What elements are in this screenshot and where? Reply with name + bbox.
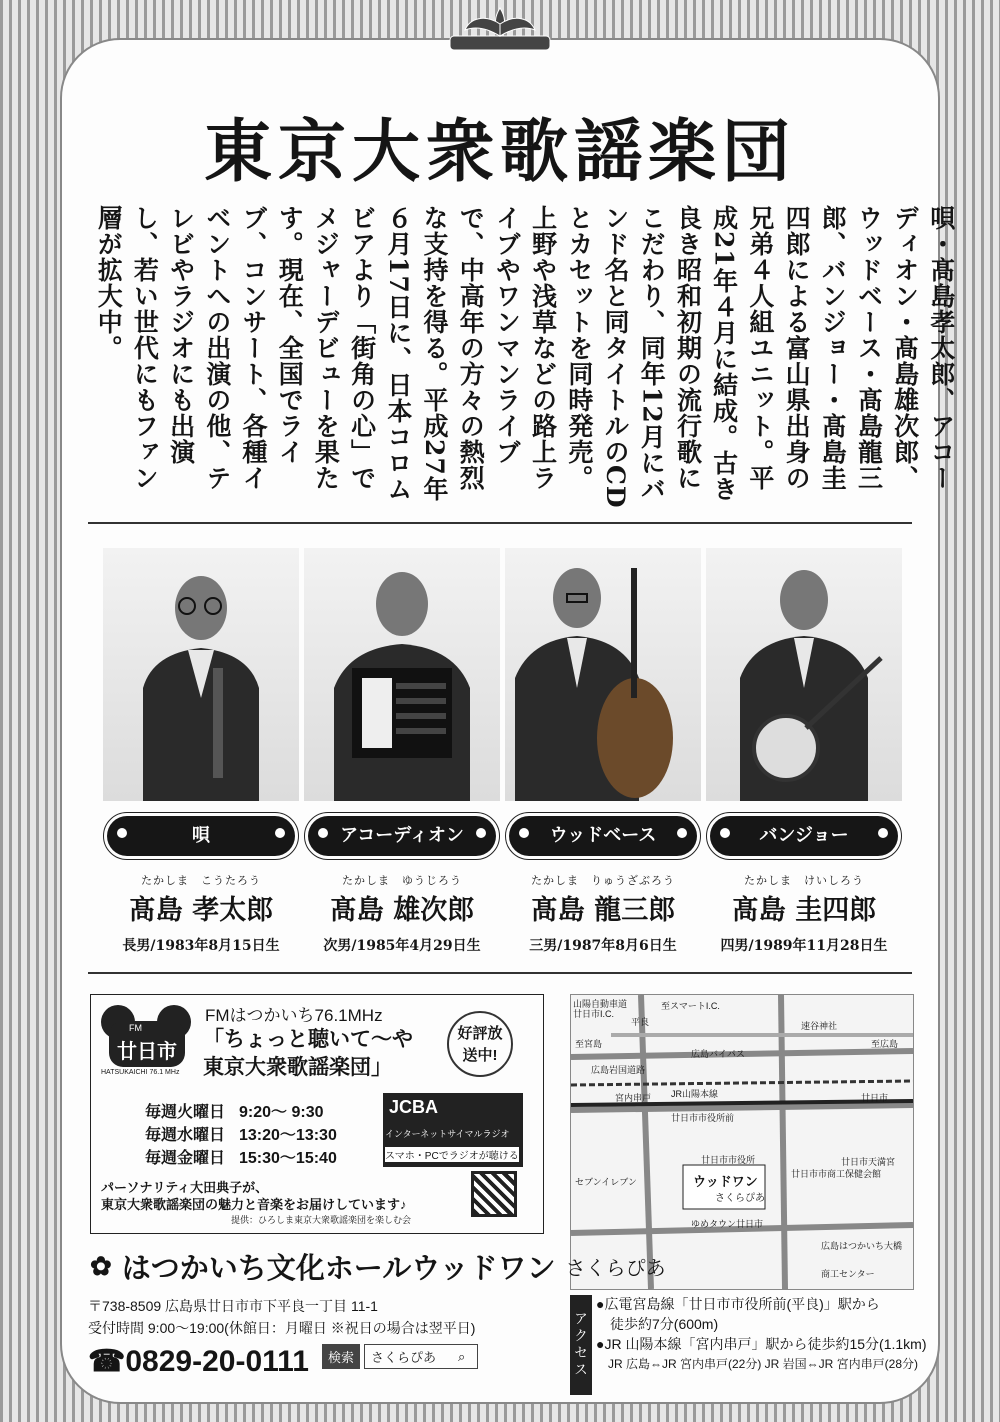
role-badge-1: 唄: [103, 812, 299, 862]
member-ruby-3: たかしま りゅうざぶろう: [531, 874, 675, 887]
hall-name: ✿ はつかいち文化ホールウッドワン さくらぴあ: [90, 1251, 666, 1285]
member-ruby-1: たかしま こうたろう: [141, 874, 261, 887]
divider-top: [88, 522, 912, 524]
role-badge-4: バンジョー: [706, 812, 902, 862]
member-name-2: 髙島 雄次郎: [329, 895, 475, 926]
schedule-day-3: 毎週金曜日: [145, 1150, 226, 1167]
search-label: 検索: [322, 1344, 360, 1369]
credit-text: 提供：ひろしま東京大衆歌謡楽団を楽しむ会: [231, 1215, 412, 1225]
program-title-2: 東京大衆歌謡楽団」: [203, 1054, 392, 1079]
access-tag: アクセス: [570, 1295, 592, 1395]
member-photo-4: [706, 548, 902, 801]
qr-code: [471, 1171, 517, 1217]
personality-text: パーソナリティ大田典子が、: [101, 1180, 269, 1195]
role-badge-2: アコーディオン: [304, 812, 500, 862]
member-born-4: 四男/1989年11月28日生: [720, 938, 888, 954]
member-ruby-2: たかしま ゆうじろう: [342, 874, 462, 887]
intro-text: 唄・髙島孝太郎、アコーディオン・髙島雄次郎、ウッドベース・髙島龍三郎、バンジョー・髙島圭四郎による富山県出身の兄弟４人組ユニット。平成21年４月に結成。古き良き昭和初期の流行歌にこだわり、同年12月にバンド名と同タイトルのCDとカセットを同時発売。上野や浅草などの路上ライブやワンマンライブで、中高年の方々の熱烈な支持を得る。平成27年６月17日に、日本コロムビアより「街角の心」でメジャーデビューを果たす。現在、全国でライブ、コンサート、各種イベントへの出演の他、テレビやラジオにも出演し、若い世代にもファン層が拡大中。: [94, 205, 956, 509]
on-air-badge: 好評放送中!: [447, 1011, 513, 1077]
member-photo-3: [505, 548, 701, 801]
member-born-2: 次男/1985年4月29日生: [323, 938, 481, 954]
member-ruby-4: たかしま けいしろう: [744, 874, 864, 887]
search-icon[interactable]: ⌕: [458, 1348, 466, 1364]
jcba-banner: JCBA インターネットサイマルラジオ スマホ・PCでラジオが聴ける: [383, 1093, 523, 1167]
map-venue-label: ウッドワン: [693, 1174, 758, 1189]
radio-station: FMはつかいち76.1MHz: [205, 1006, 383, 1025]
hours-text: 受付時間 9:00〜19:00(休館日：月曜日 ※祝日の場合は翌平日): [88, 1320, 476, 1336]
schedule-time-2: 13:20〜13:30: [239, 1127, 337, 1144]
role-badge-3: ウッドベース: [505, 812, 701, 862]
access-map: 山陽自動車道 廿日市I.C. 至スマートI.C. 平良 至宮島 至広島 速谷神社 広島岩国道路 広島バイパス JR山陽本線 宮内串戸 廿日市 廿日市市役所前 廿日市天満宮 廿日市市商工保健会館 廿日市市役所 セブンイレブン ウッドワン さくらぴあ ゆめタウン廿日市 広島はつかいち大橋 商工センター: [570, 994, 914, 1290]
member-name-4: 髙島 圭四郎: [731, 895, 877, 926]
access-text: ●広電宮島線「廿日市市役所前(平良)」駅から 徒歩約7分(600m) ●JR 山陽本線「宮内串戸」駅から徒歩約15分(1.1km) JR 広島⇔JR 宮内串戸(22分) JR 岩国⇔JR 宮内串戸(28分): [596, 1296, 927, 1371]
address-text: 〒738-8509 広島県廿日市市下平良一丁目 11-1: [88, 1298, 378, 1314]
page-title: 東京大衆歌謡楽団: [203, 112, 796, 192]
schedule-day-1: 毎週火曜日: [145, 1104, 226, 1121]
message-text: 東京大衆歌謡楽団の魅力と音楽をお届けしています♪: [101, 1197, 407, 1212]
ornament-icon: [445, 6, 555, 52]
schedule-time-3: 15:30〜15:40: [239, 1150, 337, 1167]
search-box[interactable]: [322, 1344, 465, 1369]
member-name-3: 髙島 龍三郎: [530, 895, 676, 926]
search-input[interactable]: さくらぴあ: [364, 1344, 478, 1369]
member-born-3: 三男/1987年8月6日生: [529, 938, 677, 954]
jcba-logo: JCBA: [389, 1097, 439, 1117]
schedule-day-2: 毎週水曜日: [145, 1127, 226, 1144]
member-born-1: 長男/1983年8月15日生: [122, 938, 280, 954]
member-name-1: 髙島 孝太郎: [128, 895, 274, 926]
program-title-1: 「ちょっと聴いて〜や: [203, 1026, 413, 1051]
hall-flower-icon: ✿: [90, 1251, 112, 1281]
divider-bottom: [88, 972, 912, 974]
radio-info-box: [90, 994, 544, 1234]
member-photo-1: [103, 548, 299, 801]
phone-number: ☎0829-20-0111: [88, 1345, 309, 1378]
radio-logo: FM 廿日市 HATSUKAICHI 76.1 MHz: [101, 1005, 193, 1079]
member-photo-2: [304, 548, 500, 801]
schedule-time-1: 9:20〜 9:30: [239, 1104, 324, 1121]
